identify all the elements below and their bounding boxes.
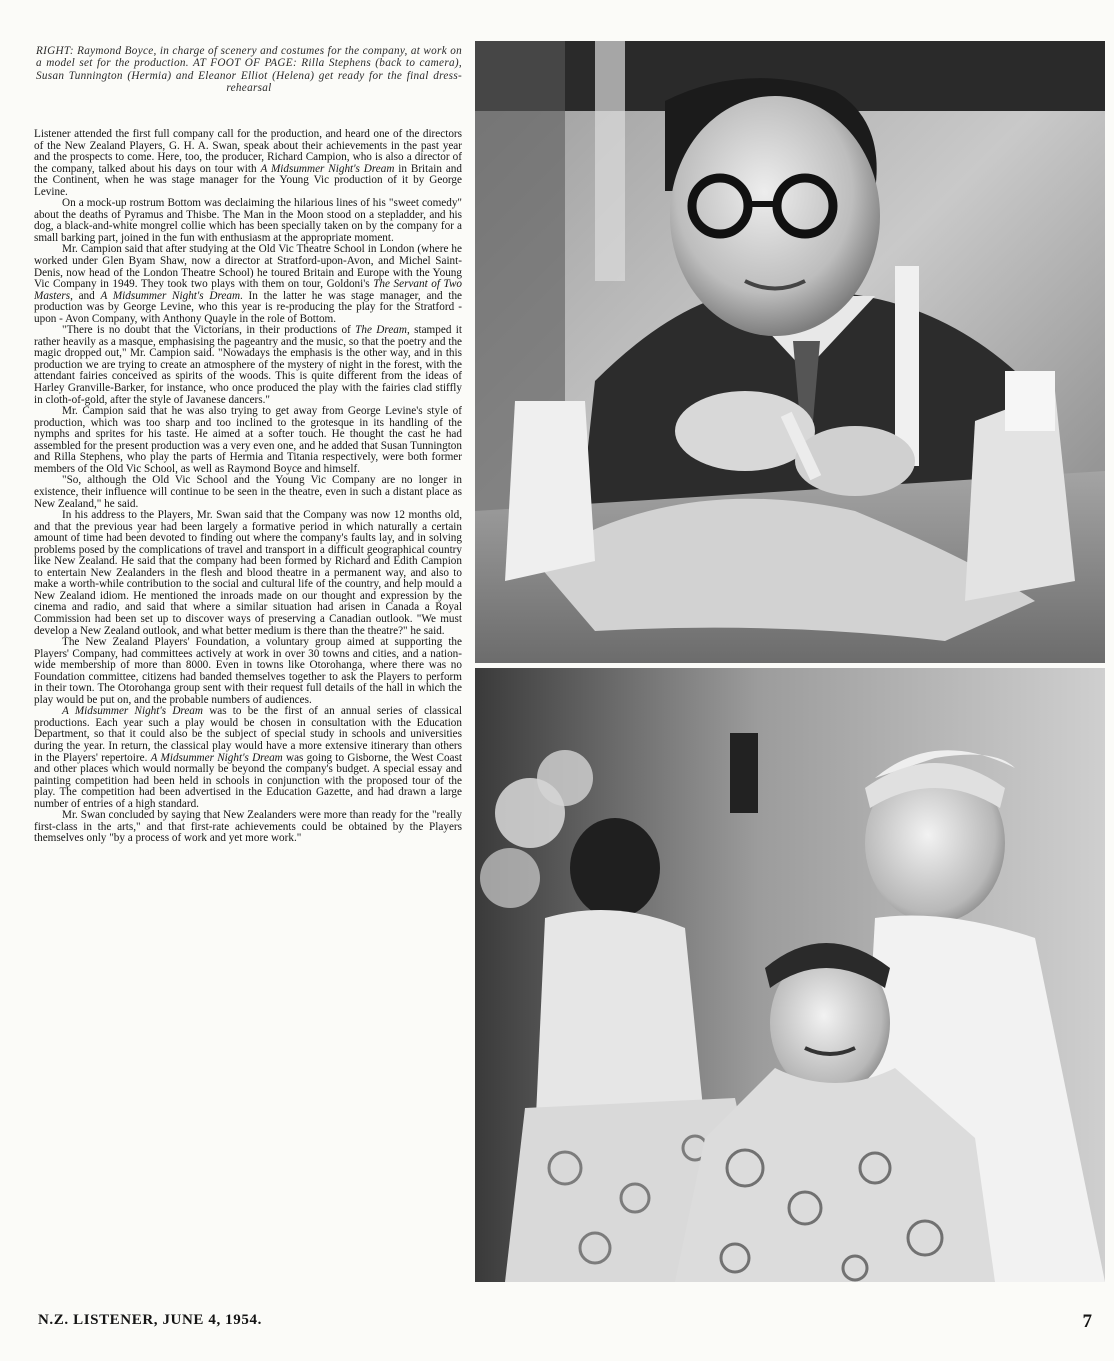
page-number: 7 bbox=[1082, 1311, 1092, 1332]
play-title: A Midsummer Night's Dream bbox=[100, 289, 241, 302]
play-title: The Servant of Two Masters bbox=[34, 278, 462, 302]
page-footer bbox=[38, 1312, 1098, 1334]
article-paragraph: The New Zealand Players' Foundation, a voluntary group aimed at supporting the Players' Company, had committees actively at work in over 30 towns and cities, and a nation-wide membership of more than 8000. Even in towns like Otorohanga, where there was no Foundation committee, citizens had banded themselves together to ask the Players to perform in their town. The Otorohanga group sent with their request full details of the hall in which the play would be put on, and the probable numbers of audiences. bbox=[34, 636, 462, 706]
article-paragraph: In his address to the Players, Mr. Swan said that the Company was now 12 months old, and that the previous year had been largely a formative period in which naturally a certain amount of time had been devoted to finding out where the company's faults lay, and in solving problems posed by the complications of travel and transport in a difficult geographical country like New Zealand. He said that the company had been formed by Richard and Edith Campion to entertain New Zealanders in the flesh and blood theatre in a permanent way, and also to make a worth-while contribution to the social and cultural life of the country, and help mould a New Zealand idiom. He mentioned the inroads made on our thought and expression by the cinema and radio, and said that where a similar situation had arisen in Canada a Royal Commission had been set up to discover ways of preserving a Canadian outlook. "We must develop a New Zealand outlook, and what better medium is there than the theatre?" he said. bbox=[34, 509, 462, 637]
article-paragraph bbox=[34, 325, 462, 406]
play-title: A Midsummer Night's Dream bbox=[260, 162, 395, 175]
text-run: in Britain and the Continent, when he was stage manager for the Young Vic production of it by George Levine. bbox=[34, 162, 462, 198]
caption-text: RIGHT: Raymond Boyce, in charge of scenery and costumes for the company, at work on a model set for the production. AT FOOT OF PAGE: Rilla Stephens (back to camera), Susan Tunnington (Hermia) and Eleanor Elliot (Helena) get ready for the final dress-rehearsal bbox=[36, 45, 462, 95]
text-run: "There is no doubt that the Victorians, in their productions of bbox=[62, 324, 356, 337]
article-paragraph: "So, although the Old Vic School and the Young Vic Company are no longer in existence, their influence will continue to be seen in the theatre, even in such a distant place as New Zealand," he said. bbox=[34, 474, 462, 510]
photo-dress-rehearsal-image bbox=[475, 668, 1105, 1282]
text-run: , and bbox=[70, 289, 101, 302]
article-paragraph bbox=[34, 706, 462, 810]
photo-model-set-image bbox=[475, 41, 1105, 663]
article-paragraph bbox=[34, 244, 462, 325]
play-title: A Midsummer Night's Dream bbox=[150, 751, 283, 764]
photo-model-set bbox=[475, 41, 1105, 663]
text-run: . In the latter he was stage manager, and the production was by George Levine, who this year is re-producing the play for the Stratford - upon - Avon Company, with Anthony Quayle in the role of Bottom. bbox=[34, 289, 462, 325]
play-title: A Midsummer Night's Dream bbox=[62, 705, 203, 718]
article-paragraph bbox=[34, 129, 462, 198]
article-paragraph: Mr. Campion said that he was also trying to get away from George Levine's style of production, which was too sharp and too inclined to the grotesque in its handling of the nymphs and sprites for his taste. He aimed at a softer touch. He thought the cast he had assembled for the present production was a very even one, and he added that Susan Tunnington and Rilla Stephens, who play the parts of Hermia and Titania respectively, were both former members of the Old Vic School, as well as Raymond Boyce and himself. bbox=[34, 405, 462, 475]
text-run: Mr. Campion said that after studying at the Old Vic Theatre School in London (where he worked under Glen Byam Shaw, now a director at Stratford-upon-Avon, and Michel Saint-Denis, now head of the London Theatre School) he toured Britain and Europe with the Young Vic Company in 1949. They took two plays with them on tour, Goldoni's bbox=[34, 243, 462, 291]
text-run: was going to Gisborne, the West Coast and other places which would normally be beyond the company's budget. A special essay and painting competition had been held in schools in conjunction with the proposed tour of the play. The competition had been advertised in the Education Gazette, and had drawn a large number of entries of a high standard. bbox=[34, 751, 462, 810]
footer-masthead: N.Z. LISTENER, JUNE 4, 1954. bbox=[38, 1312, 262, 1328]
photo-dress-rehearsal bbox=[475, 668, 1105, 1282]
article-column bbox=[34, 129, 462, 1294]
article-paragraph: Mr. Swan concluded by saying that New Zealanders were more than ready for the "really first-class in the arts," and that first-rate achievements could be obtained by the Players themselves only "by a process of work and yet more work." bbox=[34, 809, 462, 845]
play-title: The Dream bbox=[355, 324, 407, 337]
text-run: , stamped it rather heavily as a masque, emphasising the pageantry and the music, so that the poetry and the magic dropped out," Mr. Campion said. "Nowadays the emphasis is the other way, and in this production we are trying to create an atmosphere of the mystery of night in the forest, with the attendant fairies conceived as spirits of the woods. This is quite different from the ideas of Harley Granville-Barker, for instance, who once produced the play with the fairies clad stiffly in cloth-of-gold, after the style of Javanese dancers." bbox=[34, 324, 462, 406]
text-run: was to be the first of an annual series of classical productions. Each year such a play would be chosen in consultation with the Education Department, so that it could also be the subject of special study in schools and universities during the year. In return, the classical play would have a more extensive itinerary than others in the Players' repertoire. bbox=[34, 705, 462, 764]
article-paragraph: On a mock-up rostrum Bottom was declaiming the hilarious lines of his "sweet comedy" about the deaths of Pyramus and Thisbe. The Man in the Moon stood on a stepladder, and his dog, a black-and-white mongrel collie which has been specially taken on by the company for a small barking part, joined in the fun with enthusiasm at the appropriate moment. bbox=[34, 197, 462, 244]
text-run: Listener attended the first full company call for the production, and heard one of the directors of the New Zealand Players, G. H. A. Swan, speak about their achievements in the past year and the prospects to come. Here, too, the producer, Richard Campion, who is also a director of the company, talked about his days on tour with bbox=[34, 129, 462, 175]
photo-caption bbox=[36, 45, 462, 95]
